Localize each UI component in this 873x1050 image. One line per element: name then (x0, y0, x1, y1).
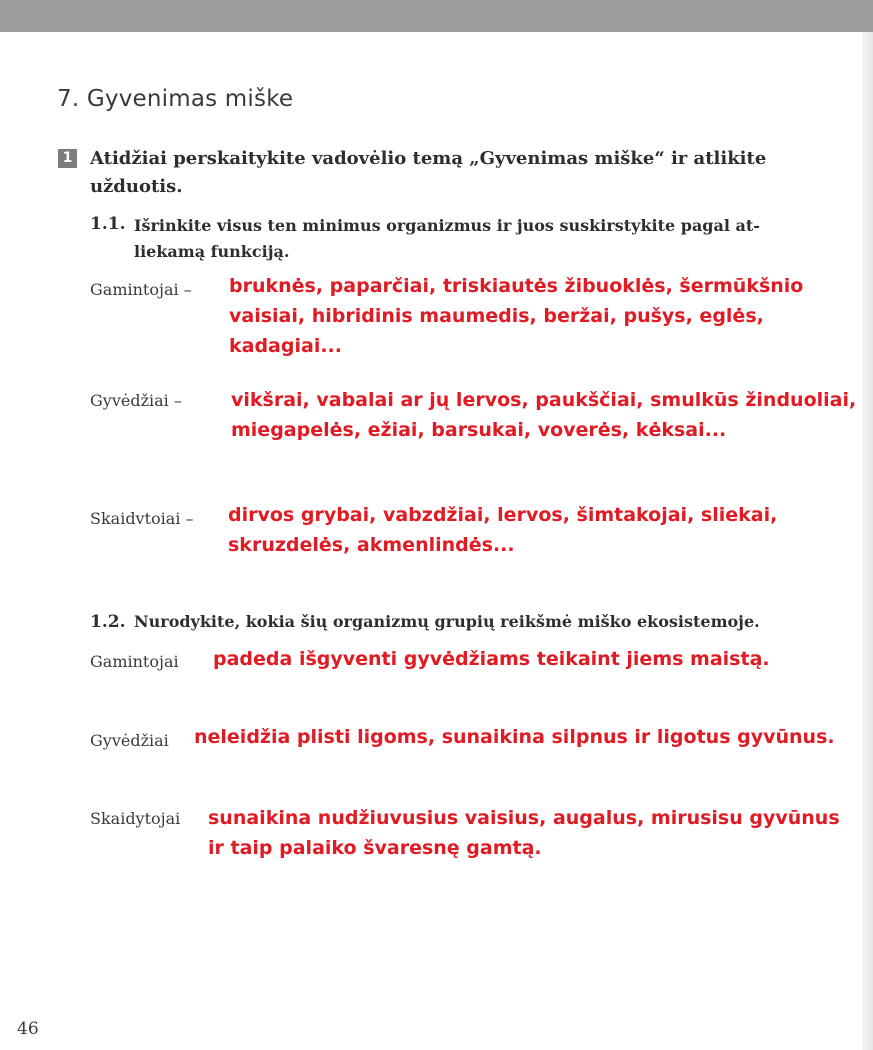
function-answer-gamintojai (213, 644, 770, 674)
function-label-gamintojai: Gamintojai (90, 652, 179, 671)
section-1-1-instruction (134, 213, 760, 265)
answer-line: bruknės, paparčiai, triskiautės žibuoklės, šermūkšnio (229, 275, 804, 297)
function-answer-skaidytojai (208, 803, 840, 863)
function-answer-gyvedziai (194, 722, 835, 752)
answer-line: dirvos grybai, vabzdžiai, lervos, šimtakojai, sliekai, (228, 504, 778, 526)
answer-skaidytojai (228, 500, 777, 560)
answer-line: miegapelės, ežiai, barsukai, voverės, kėksai... (231, 419, 727, 441)
answer-line: padeda išgyventi gyvėdžiams teikaint jiems maistą. (213, 648, 770, 670)
section-1-1-line-1: Išrinkite visus ten minimus organizmus ir juos suskirstykite pagal at- (134, 216, 760, 235)
task-instruction-line-2: užduotis. (90, 176, 183, 197)
answer-line: vaisiai, hibridinis maumedis, beržai, pušys, eglės, (229, 305, 764, 327)
section-1-2-instruction: Nurodykite, kokia šių organizmų grupių reikšmė miško ekosistemoje. (134, 612, 760, 631)
chapter-title: 7. Gyvenimas miške (57, 86, 294, 112)
answer-gyvedziai (231, 385, 856, 445)
function-label-skaidytojai: Skaidytojai (90, 809, 181, 828)
page-number: 46 (17, 1019, 39, 1039)
task-instruction-line-1: Atidžiai perskaitykite vadovėlio temą „Gyvenimas miške“ ir atlikite (90, 148, 767, 169)
answer-gamintojai (229, 271, 803, 361)
task-number-badge: 1 (58, 149, 77, 168)
function-label-gyvedziai: Gyvėdžiai (90, 731, 169, 750)
answer-line: vikšrai, vabalai ar jų lervos, paukščiai, smulkūs žinduoliai, (231, 389, 857, 411)
top-scan-band (0, 0, 873, 32)
section-1-2-number: 1.2. (90, 612, 126, 632)
task-instruction (90, 145, 766, 201)
answer-line: sunaikina nudžiuvusius vaisius, augalus, mirusisu gyvūnus (208, 807, 840, 829)
group-label-gamintojai: Gamintojai – (90, 280, 192, 299)
answer-line: neleidžia plisti ligoms, sunaikina silpnus ir ligotus gyvūnus. (194, 726, 835, 748)
section-1-1-line-2: liekamą funkciją. (134, 242, 290, 261)
group-label-gyvedziai: Gyvėdžiai – (90, 391, 182, 410)
answer-line: skruzdelės, akmenlindės... (228, 534, 515, 556)
page-edge-shadow (862, 32, 873, 1050)
section-1-1-number: 1.1. (90, 214, 126, 234)
answer-line: kadagiai... (229, 335, 342, 357)
answer-line: ir taip palaiko švaresnę gamtą. (208, 837, 542, 859)
group-label-skaidytojai: Skaidvtoiai – (90, 509, 194, 528)
